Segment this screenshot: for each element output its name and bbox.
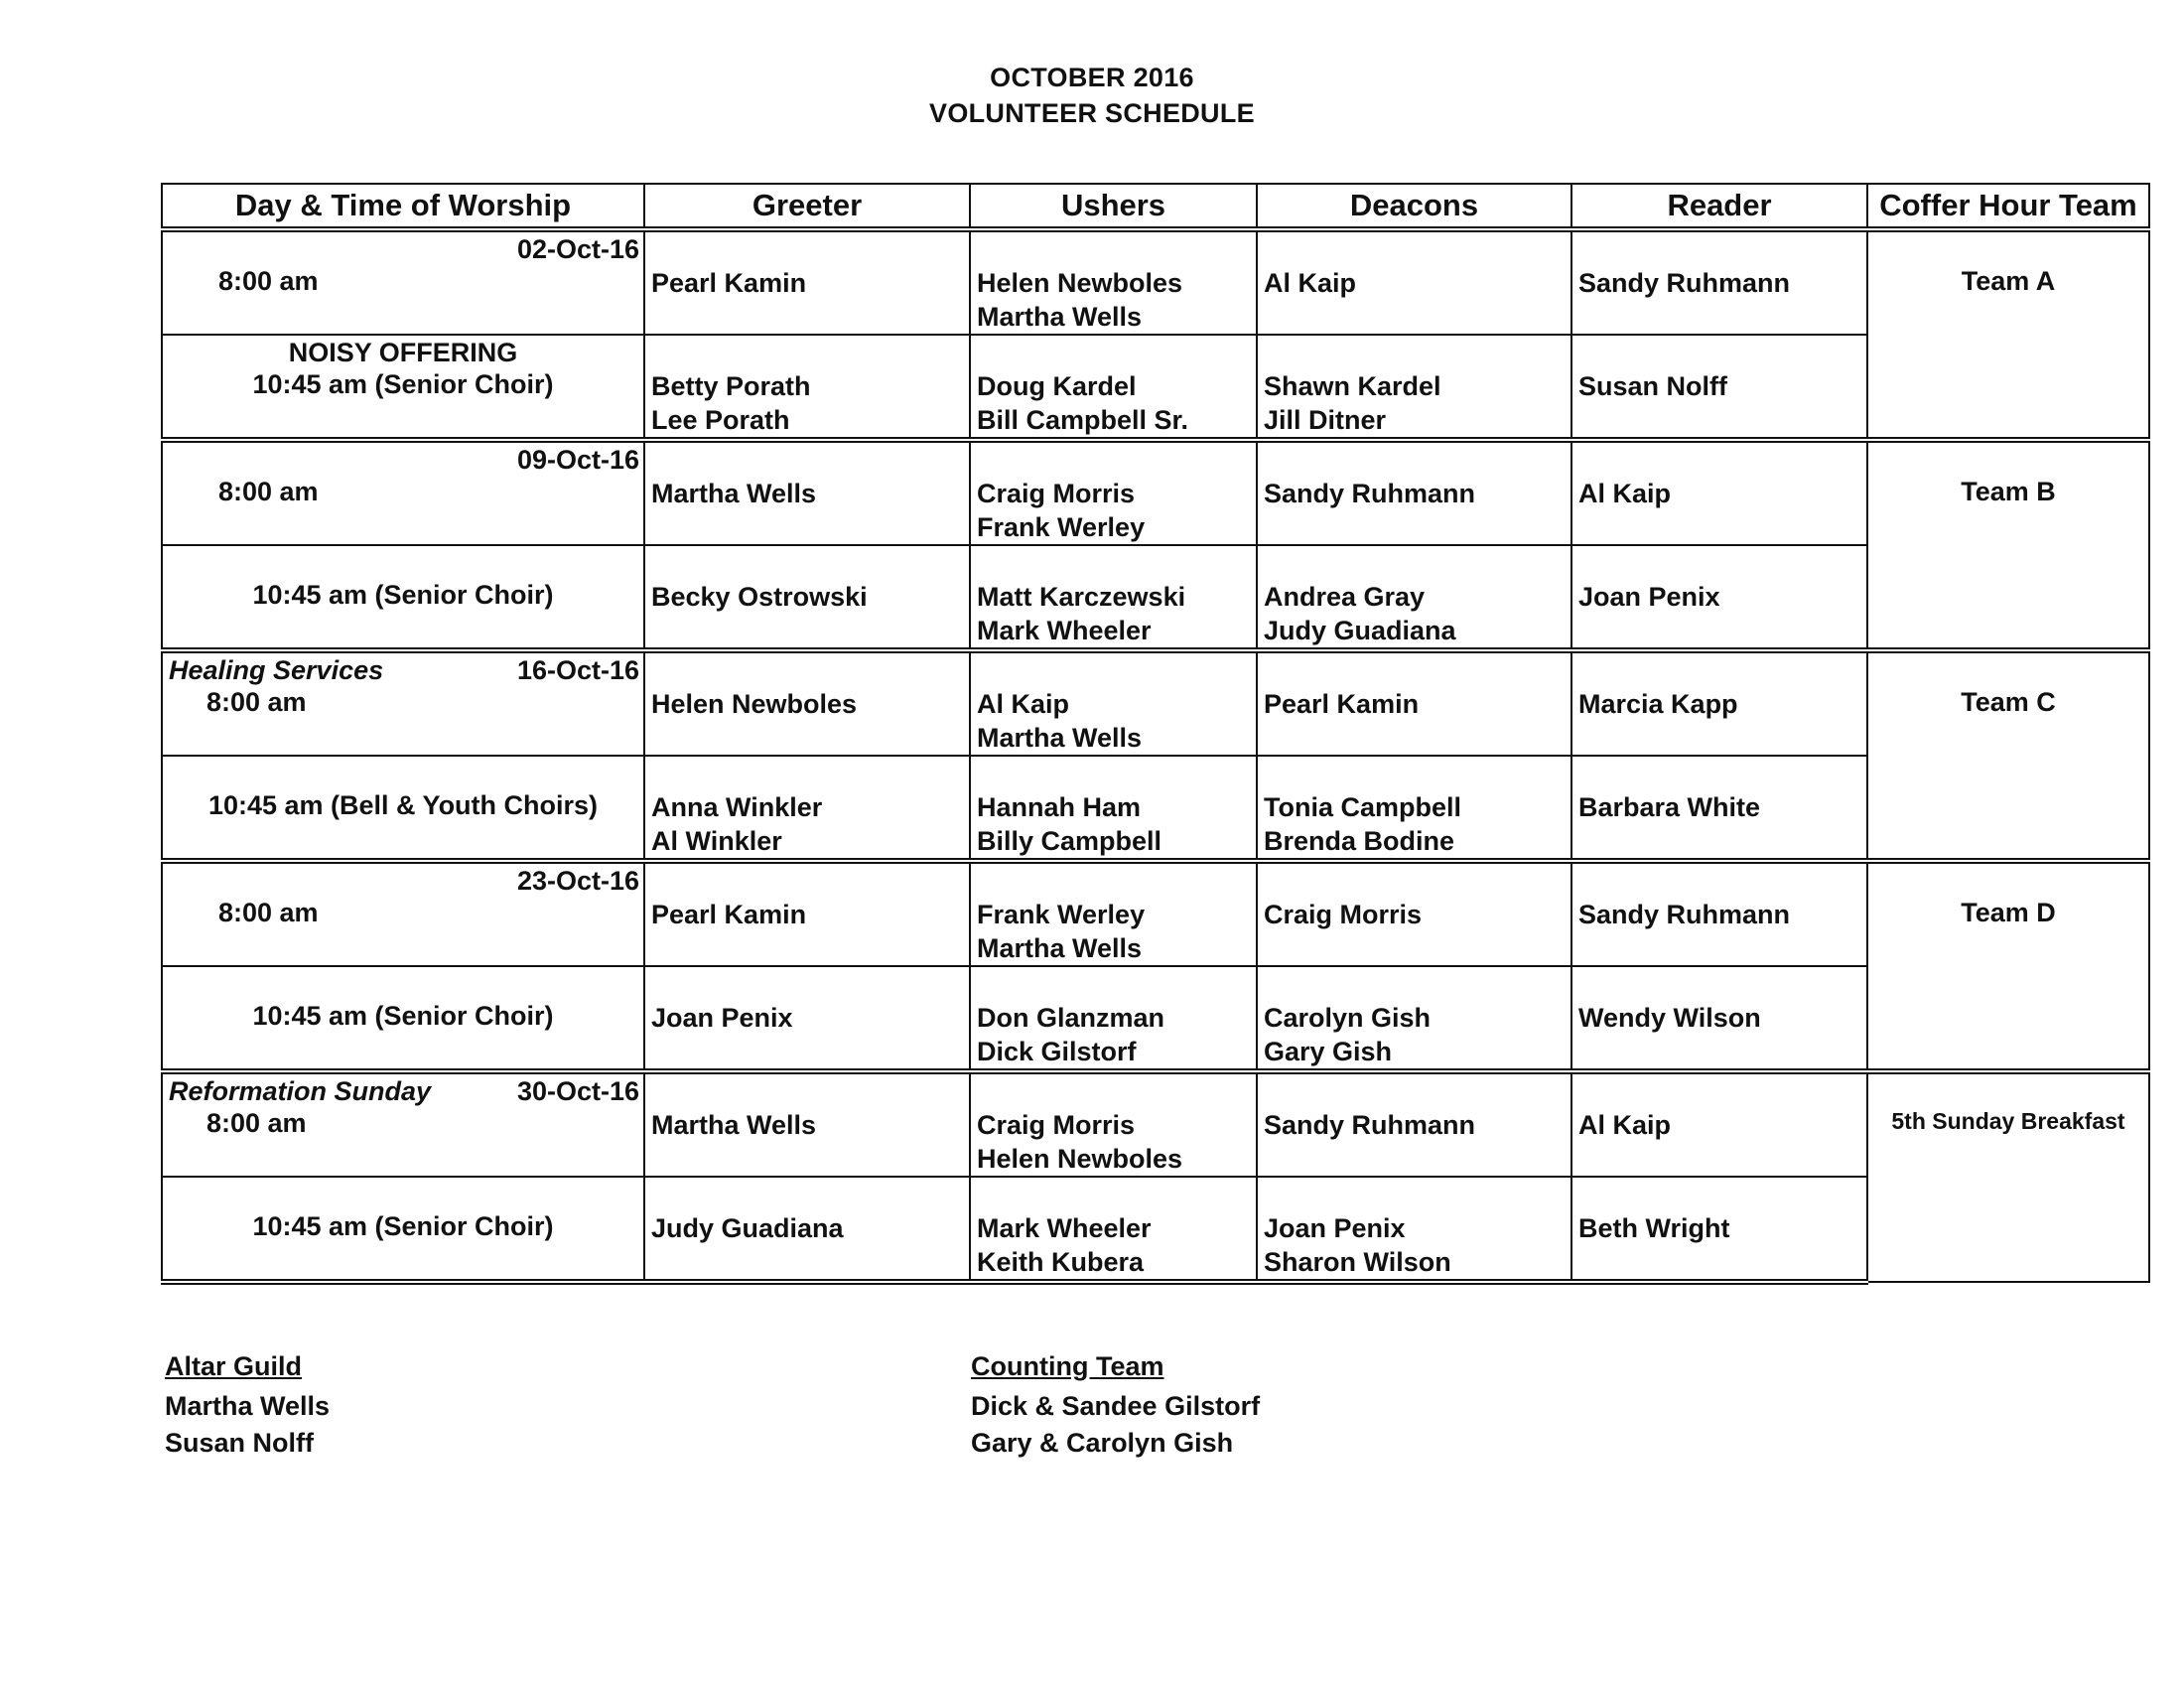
usher-name: Martha Wells xyxy=(977,933,1143,963)
usher-name: Bill Campbell Sr. xyxy=(977,405,1189,435)
usher-list xyxy=(971,546,1256,647)
worship-info xyxy=(163,232,643,334)
worship-cell xyxy=(162,1071,644,1177)
usher-name: Hannah Ham xyxy=(977,792,1142,822)
schedule-row xyxy=(162,650,2149,756)
greeter-name: Lee Porath xyxy=(651,405,790,435)
deacon-cell xyxy=(1257,545,1571,650)
worship-info xyxy=(163,546,643,647)
usher-name: Craig Morris xyxy=(977,479,1136,508)
worship-info xyxy=(163,757,643,858)
col-header-greeter: Greeter xyxy=(644,184,970,229)
service-date: 02-Oct-16 xyxy=(516,234,639,264)
worship-cell xyxy=(162,966,644,1071)
deacon-list xyxy=(1258,232,1570,300)
reader-cell xyxy=(1571,861,1867,966)
coffee-team-name: Team A xyxy=(1961,266,2056,296)
usher-name: Craig Morris xyxy=(977,1110,1136,1140)
reader-list xyxy=(1572,546,1866,614)
schedule-row xyxy=(162,335,2149,440)
altar-guild xyxy=(165,1348,330,1462)
reader-name: Susan Nolff xyxy=(1578,371,1728,401)
header-row xyxy=(162,184,2149,229)
deacon-list xyxy=(1258,864,1570,931)
greeter-name: Betty Porath xyxy=(651,371,811,401)
service-time: 10:45 am (Senior Choir) xyxy=(252,369,554,399)
reader-list xyxy=(1572,443,1866,510)
greeter-cell xyxy=(644,1177,970,1282)
usher-cell xyxy=(970,861,1257,966)
worship-cell xyxy=(162,335,644,440)
greeter-list xyxy=(645,336,969,437)
greeter-name: Martha Wells xyxy=(651,1110,817,1140)
greeter-cell xyxy=(644,650,970,756)
deacon-name: Andrea Gray xyxy=(1264,582,1426,612)
usher-name: Mark Wheeler xyxy=(977,616,1152,645)
deacon-name: Sandy Ruhmann xyxy=(1264,479,1476,508)
worship-info xyxy=(163,1178,643,1279)
reader-list xyxy=(1572,864,1866,931)
usher-list xyxy=(971,1074,1256,1176)
usher-cell xyxy=(970,650,1257,756)
deacon-cell xyxy=(1257,966,1571,1071)
reader-name: Sandy Ruhmann xyxy=(1578,268,1791,298)
service-note: NOISY OFFERING xyxy=(288,338,518,367)
reader-name: Sandy Ruhmann xyxy=(1578,900,1791,929)
reader-cell xyxy=(1571,335,1867,440)
greeter-cell xyxy=(644,229,970,335)
greeter-name: Martha Wells xyxy=(651,479,817,508)
usher-name: Helen Newboles xyxy=(977,1144,1183,1174)
reader-list xyxy=(1572,967,1866,1035)
reader-cell xyxy=(1571,650,1867,756)
greeter-list xyxy=(645,967,969,1035)
schedule-row xyxy=(162,440,2149,545)
reader-cell xyxy=(1571,229,1867,335)
reader-name: Beth Wright xyxy=(1578,1213,1730,1243)
deacon-list xyxy=(1258,336,1570,437)
coffee-team-cell xyxy=(1867,440,2149,650)
reader-name: Al Kaip xyxy=(1578,1110,1672,1140)
deacon-name: Al Kaip xyxy=(1264,268,1357,298)
page-title xyxy=(0,60,2184,131)
deacon-cell xyxy=(1257,650,1571,756)
deacon-name: Pearl Kamin xyxy=(1264,689,1420,719)
deacon-list xyxy=(1258,1178,1570,1279)
greeter-name: Anna Winkler xyxy=(651,792,823,822)
schedule-row xyxy=(162,1071,2149,1177)
greeter-list xyxy=(645,443,969,510)
schedule-row xyxy=(162,1177,2149,1282)
service-time: 10:45 am (Senior Choir) xyxy=(252,1001,554,1031)
service-time: 10:45 am (Senior Choir) xyxy=(252,1211,554,1241)
deacon-name: Carolyn Gish xyxy=(1264,1003,1432,1033)
coffee-team-name: Team C xyxy=(1961,687,2056,717)
usher-list xyxy=(971,757,1256,858)
coffee-team-cell xyxy=(1867,861,2149,1071)
service-date: 09-Oct-16 xyxy=(516,445,639,475)
worship-cell xyxy=(162,1177,644,1282)
volunteer-schedule-table xyxy=(161,183,2150,1285)
usher-name: Don Glanzman xyxy=(977,1003,1165,1033)
schedule-row xyxy=(162,545,2149,650)
worship-cell xyxy=(162,861,644,966)
reader-name: Al Kaip xyxy=(1578,479,1672,508)
worship-cell xyxy=(162,440,644,545)
greeter-name: Pearl Kamin xyxy=(651,268,807,298)
deacon-name: Joan Penix xyxy=(1264,1213,1406,1243)
greeter-cell xyxy=(644,1071,970,1177)
usher-cell xyxy=(970,756,1257,861)
service-time: 8:00 am xyxy=(218,477,319,506)
coffee-team-cell xyxy=(1867,229,2149,440)
deacon-name: Judy Guadiana xyxy=(1264,616,1456,645)
usher-list xyxy=(971,232,1256,334)
usher-cell xyxy=(970,1071,1257,1177)
coffee-team-cell xyxy=(1867,650,2149,861)
deacon-list xyxy=(1258,967,1570,1068)
worship-info xyxy=(163,443,643,544)
greeter-cell xyxy=(644,440,970,545)
col-header-coffee-team: Coffer Hour Team xyxy=(1867,184,2149,229)
greeter-list xyxy=(645,864,969,931)
coffee-team-name: 5th Sunday Breakfast xyxy=(1891,1108,2125,1134)
col-header-ushers: Ushers xyxy=(970,184,1257,229)
usher-name: Keith Kubera xyxy=(977,1247,1145,1277)
usher-cell xyxy=(970,440,1257,545)
reader-name: Marcia Kapp xyxy=(1578,689,1738,719)
service-time: 8:00 am xyxy=(218,898,319,927)
usher-cell xyxy=(970,335,1257,440)
altar-guild-member: Martha Wells xyxy=(165,1391,331,1421)
greeter-list xyxy=(645,1074,969,1142)
usher-name: Helen Newboles xyxy=(977,268,1183,298)
greeter-name: Joan Penix xyxy=(651,1003,793,1033)
usher-name: Frank Werley xyxy=(977,900,1146,929)
service-time: 8:00 am xyxy=(206,1108,307,1138)
reader-name: Barbara White xyxy=(1578,792,1761,822)
worship-info xyxy=(163,967,643,1068)
usher-name: Al Kaip xyxy=(977,689,1070,719)
greeter-list xyxy=(645,757,969,858)
deacon-name: Sandy Ruhmann xyxy=(1264,1110,1476,1140)
schedule-row xyxy=(162,966,2149,1071)
usher-cell xyxy=(970,1177,1257,1282)
col-header-deacons: Deacons xyxy=(1257,184,1571,229)
counting-team-member: Gary & Carolyn Gish xyxy=(971,1428,1234,1458)
deacon-name: Jill Ditner xyxy=(1264,405,1387,435)
col-header-worship: Day & Time of Worship xyxy=(162,184,644,229)
usher-name: Doug Kardel xyxy=(977,371,1137,401)
usher-name: Frank Werley xyxy=(977,512,1146,542)
greeter-name: Pearl Kamin xyxy=(651,900,807,929)
deacon-name: Sharon Wilson xyxy=(1264,1247,1451,1277)
service-time: 10:45 am (Senior Choir) xyxy=(252,580,554,610)
col-header-reader: Reader xyxy=(1571,184,1867,229)
reader-name: Wendy Wilson xyxy=(1578,1003,1761,1033)
usher-cell xyxy=(970,966,1257,1071)
greeter-list xyxy=(645,653,969,721)
service-date: 16-Oct-16 xyxy=(516,655,639,685)
greeter-name: Helen Newboles xyxy=(651,689,858,719)
reader-list xyxy=(1572,1178,1866,1245)
deacon-cell xyxy=(1257,229,1571,335)
deacon-cell xyxy=(1257,1071,1571,1177)
service-occasion: Healing Services xyxy=(169,655,384,685)
reader-cell xyxy=(1571,1071,1867,1177)
worship-cell xyxy=(162,650,644,756)
schedule-body xyxy=(162,229,2149,1282)
greeter-list xyxy=(645,546,969,614)
title-month: OCTOBER 2016 xyxy=(990,63,1194,92)
altar-guild-member: Susan Nolff xyxy=(165,1428,315,1458)
reader-cell xyxy=(1571,545,1867,650)
usher-list xyxy=(971,1178,1256,1279)
reader-list xyxy=(1572,336,1866,403)
reader-list xyxy=(1572,1074,1866,1142)
title-schedule: VOLUNTEER SCHEDULE xyxy=(929,98,1255,128)
usher-list xyxy=(971,967,1256,1068)
greeter-list xyxy=(645,232,969,300)
reader-cell xyxy=(1571,1177,1867,1282)
usher-list xyxy=(971,864,1256,965)
deacon-list xyxy=(1258,443,1570,510)
reader-cell xyxy=(1571,440,1867,545)
usher-cell xyxy=(970,229,1257,335)
reader-list xyxy=(1572,232,1866,300)
reader-name: Joan Penix xyxy=(1578,582,1720,612)
deacon-name: Tonia Campbell xyxy=(1264,792,1462,822)
deacon-name: Shawn Kardel xyxy=(1264,371,1441,401)
schedule-row xyxy=(162,229,2149,335)
worship-cell xyxy=(162,545,644,650)
deacon-cell xyxy=(1257,1177,1571,1282)
deacon-list xyxy=(1258,546,1570,647)
reader-cell xyxy=(1571,966,1867,1071)
service-time: 8:00 am xyxy=(218,266,319,296)
altar-guild-heading: Altar Guild xyxy=(165,1351,303,1381)
service-date: 23-Oct-16 xyxy=(516,866,639,896)
greeter-cell xyxy=(644,545,970,650)
deacon-cell xyxy=(1257,440,1571,545)
usher-list xyxy=(971,653,1256,755)
deacon-name: Gary Gish xyxy=(1264,1037,1393,1066)
worship-info xyxy=(163,864,643,965)
worship-cell xyxy=(162,229,644,335)
service-time: 8:00 am xyxy=(206,687,307,717)
deacon-name: Brenda Bodine xyxy=(1264,826,1455,856)
counting-team-heading: Counting Team xyxy=(971,1351,1164,1381)
service-time: 10:45 am (Bell & Youth Choirs) xyxy=(207,790,599,820)
greeter-name: Judy Guadiana xyxy=(651,1213,844,1243)
deacon-name: Craig Morris xyxy=(1264,900,1423,929)
coffee-team-cell xyxy=(1867,1071,2149,1282)
deacon-list xyxy=(1258,653,1570,721)
usher-name: Billy Campbell xyxy=(977,826,1162,856)
greeter-name: Becky Ostrowski xyxy=(651,582,868,612)
greeter-cell xyxy=(644,861,970,966)
greeter-name: Al Winkler xyxy=(651,826,782,856)
worship-info xyxy=(163,336,643,437)
counting-team-member: Dick & Sandee Gilstorf xyxy=(971,1391,1261,1421)
worship-info xyxy=(163,1074,643,1176)
greeter-cell xyxy=(644,966,970,1071)
usher-name: Matt Karczewski xyxy=(977,582,1186,612)
reader-cell xyxy=(1571,756,1867,861)
reader-list xyxy=(1572,653,1866,721)
greeter-list xyxy=(645,1178,969,1245)
deacon-cell xyxy=(1257,756,1571,861)
coffee-team-name: Team B xyxy=(1961,477,2056,506)
greeter-cell xyxy=(644,756,970,861)
usher-name: Dick Gilstorf xyxy=(977,1037,1137,1066)
coffee-team-name: Team D xyxy=(1961,898,2056,927)
usher-name: Martha Wells xyxy=(977,302,1143,332)
usher-list xyxy=(971,443,1256,544)
deacon-list xyxy=(1258,757,1570,858)
usher-list xyxy=(971,336,1256,437)
service-occasion: Reformation Sunday xyxy=(169,1076,432,1106)
usher-cell xyxy=(970,545,1257,650)
reader-list xyxy=(1572,757,1866,824)
deacon-list xyxy=(1258,1074,1570,1142)
usher-name: Mark Wheeler xyxy=(977,1213,1152,1243)
deacon-cell xyxy=(1257,335,1571,440)
greeter-cell xyxy=(644,335,970,440)
worship-info xyxy=(163,653,643,755)
schedule-row xyxy=(162,756,2149,861)
schedule-row xyxy=(162,861,2149,966)
deacon-cell xyxy=(1257,861,1571,966)
worship-cell xyxy=(162,756,644,861)
counting-team xyxy=(971,1348,1260,1462)
usher-name: Martha Wells xyxy=(977,723,1143,753)
service-date: 30-Oct-16 xyxy=(516,1076,639,1106)
